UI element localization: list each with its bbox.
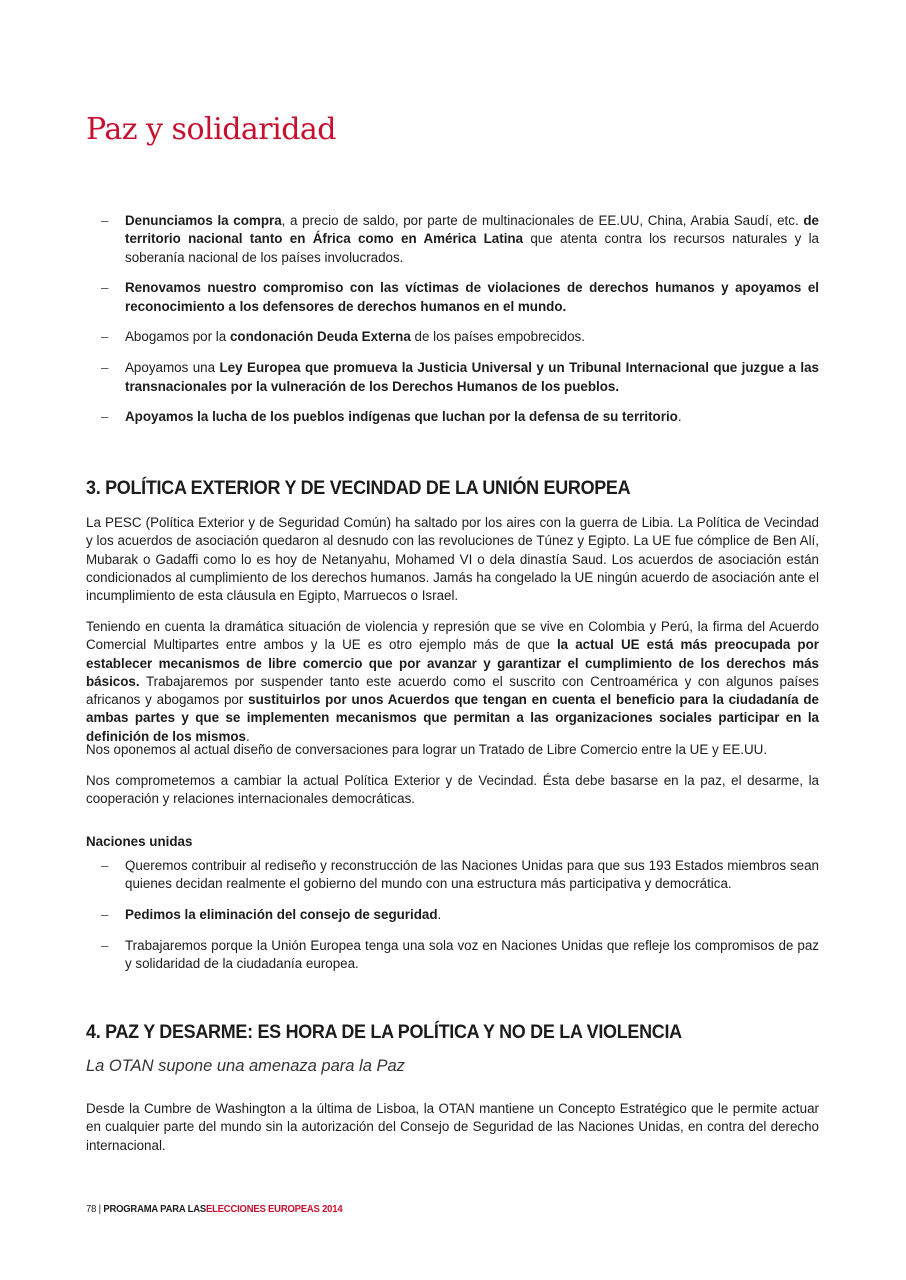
bullet-dash: – bbox=[101, 329, 109, 345]
page-title: Paz y solidaridad bbox=[86, 112, 337, 147]
list-item: – Renovamos nuestro compromiso con las víctimas de violaciones de derechos humanos y apoyamos el reconocimiento a los defensores de derechos humanos en el mundo. bbox=[101, 280, 819, 314]
bullet-dash: – bbox=[101, 937, 109, 953]
bullet-dash: – bbox=[101, 858, 109, 873]
list-item: – Denunciamos la compra, a precio de saldo, por parte de multinacionales de EE.UU, China, Arabia Saudí, etc. de territorio nacional tanto en África como en América Latina que atenta contra los recursos naturales y la soberanía nacional de los países involucrados. bbox=[101, 213, 819, 265]
section-3-paragraph-1: La PESC (Política Exterior y de Seguridad Común) ha saltado por los aires con la guerra de Libia. La Política de Vecindad y los acuerdos de asociación quedaron al desnudo con las revoluciones de Túnez y Egipto. La UE fue cómplice de Ben Alí, Mubarak o Gadaffi como lo es hoy de Netanyahu, Mohamed VI o dela dinastía Saud. Los acuerdos de asociación están condicionados al cumplimiento de los derechos humanos. Jamás ha congelado la UE ningún acuerdo de asociación ante el incumplimiento de esta cláusula en Egipto, Marruecos o Israel. bbox=[86, 515, 819, 604]
footer-label: PROGRAMA PARA LAS bbox=[103, 1203, 206, 1215]
bullet-dash: – bbox=[101, 360, 109, 376]
united-nations-list bbox=[86, 857, 819, 986]
section-3-paragraph-2: Teniendo en cuenta la dramática situación de violencia y represión que se vive en Colombia y Perú, la firma del Acuerdo Comercial Multipartes entre ambos y la UE es otro ejemplo más de que la actual UE está más preocupada por establecer mecanismos de libre comercio que por avanzar y garantizar el cumplimiento de los derechos más básicos. Trabajaremos por suspender tanto este acuerdo como el suscrito con Centroamérica y con algunos países africanos y abogamos por sustituirlos por unos Acuerdos que tengan en cuenta el beneficio para la ciudadanía de ambas partes y que se implementen mecanismos que permitan a las organizaciones sociales participar en la definición de los mismos. bbox=[86, 619, 819, 744]
list-item: – Abogamos por la condonación Deuda Externa de los países empobrecidos. bbox=[86, 328, 819, 346]
section-4-paragraph-1: Desde la Cumbre de Washington a la última de Lisboa, la OTAN mantiene un Concepto Estratégico que le permite actuar en cualquier parte del mundo sin la autorización del Consejo de Seguridad de las Naciones Unidas, en contra del derecho internacional. bbox=[86, 1101, 819, 1153]
footer-separator: | bbox=[98, 1203, 101, 1215]
bullet-dash: – bbox=[101, 907, 109, 923]
bullet-dash: – bbox=[101, 280, 109, 296]
section-4-title: 4. PAZ Y DESARME: ES HORA DE LA POLÍTICA Y NO DE LA VIOLENCIA bbox=[86, 1021, 682, 1043]
solidarity-list bbox=[86, 212, 819, 439]
section-4-subtitle: La OTAN supone una amenaza para la Paz bbox=[86, 1057, 405, 1075]
section-3-paragraph-4: Nos comprometemos a cambiar la actual Política Exterior y de Vecindad. Ésta debe basarse en la paz, el desarme, la cooperación y relaciones internacionales democráticas. bbox=[86, 773, 819, 807]
list-item: – Apoyamos una Ley Europea que promueva la Justicia Universal y un Tribunal Internacional que juzgue a las transnacionales por la vulneración de los Derechos Humanos de los pueblos. bbox=[101, 360, 819, 394]
page-number: 78 bbox=[86, 1203, 97, 1215]
list-item: – Trabajaremos porque la Unión Europea tenga una sola voz en Naciones Unidas que refleje los compromisos de paz y solidaridad de la ciudadanía europea. bbox=[101, 937, 819, 972]
section-3-paragraph-3: Nos oponemos al actual diseño de conversaciones para lograr un Tratado de Libre Comercio entre la UE y EE.UU. bbox=[86, 742, 768, 757]
footer-accent-label: ELECCIONES EUROPEAS 2014 bbox=[205, 1203, 343, 1215]
list-item: – Apoyamos la lucha de los pueblos indígenas que luchan por la defensa de su territorio. bbox=[86, 408, 819, 426]
page-footer bbox=[86, 1203, 342, 1215]
bullet-dash: – bbox=[101, 409, 109, 425]
bullet-dash: – bbox=[101, 213, 109, 228]
section-3-title: 3. POLÍTICA EXTERIOR Y DE VECINDAD DE LA UNIÓN EUROPEA bbox=[86, 477, 631, 499]
list-item: – Pedimos la eliminación del consejo de seguridad. bbox=[86, 906, 819, 924]
list-item: – Queremos contribuir al rediseño y reconstrucción de las Naciones Unidas para que sus 193 Estados miembros sean quienes decidan realmente el gobierno del mundo con una estructura más participativa y democrática. bbox=[101, 858, 819, 892]
united-nations-subheading: Naciones unidas bbox=[86, 834, 193, 849]
